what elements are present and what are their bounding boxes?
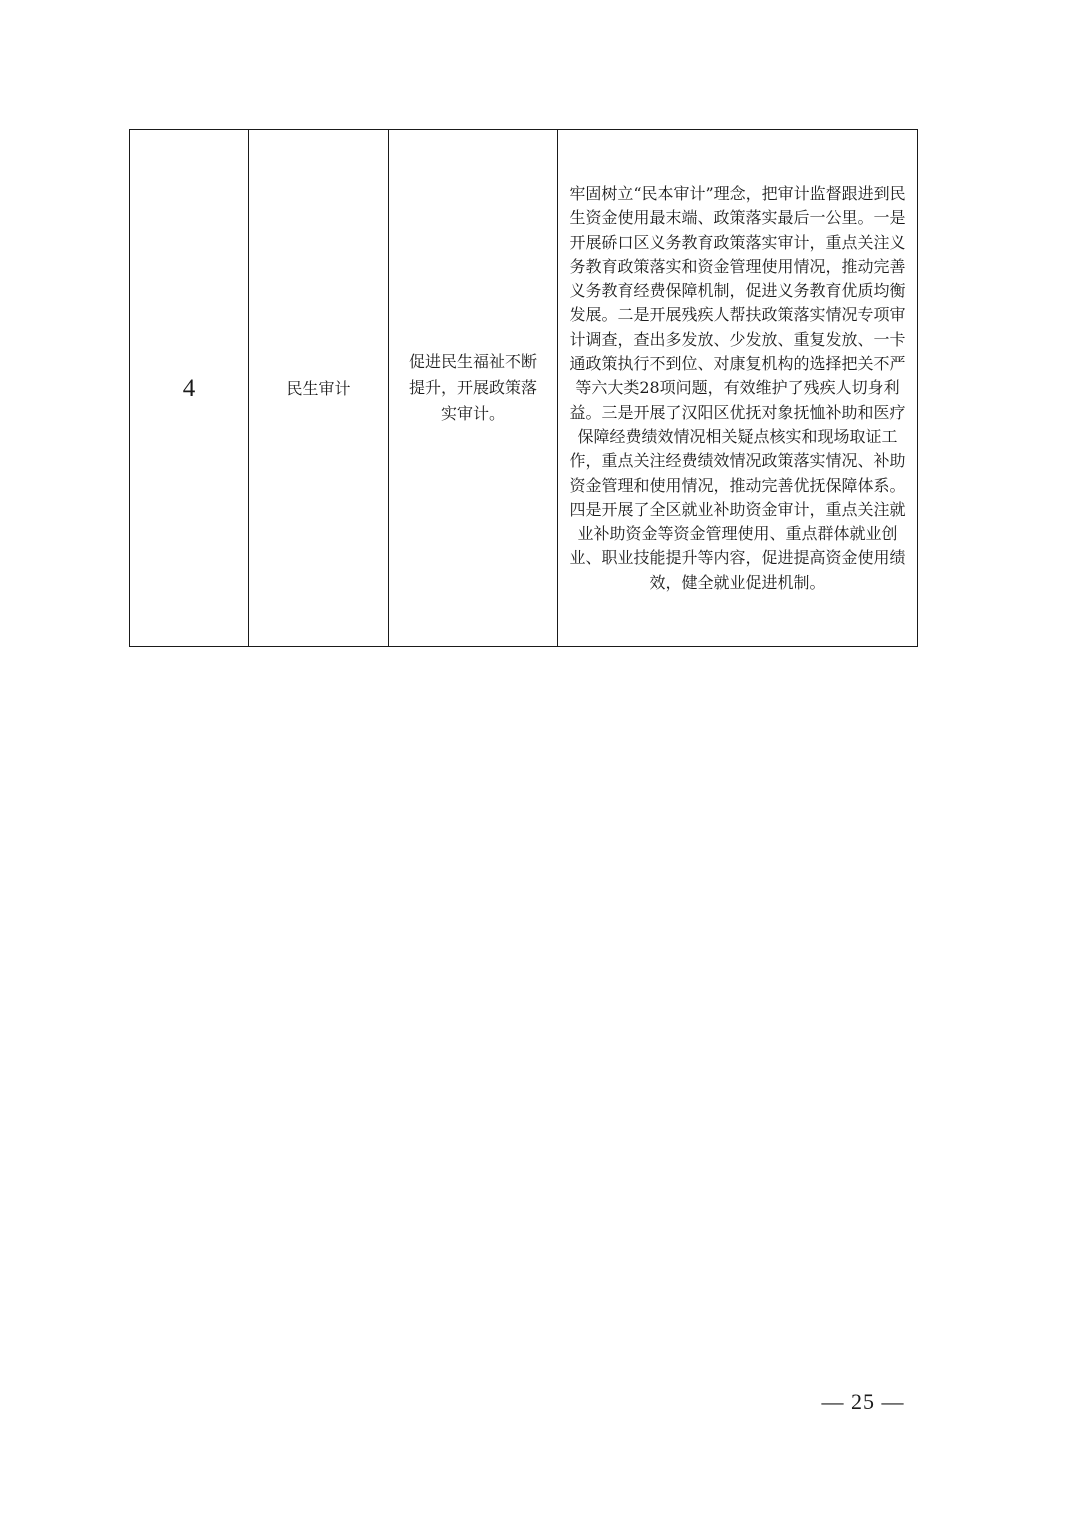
goal-text: 促进民生福祉不断提升，开展政策落实审计。	[408, 352, 537, 423]
detail-cell	[558, 130, 918, 647]
audit-table	[129, 129, 918, 647]
category-text: 民生审计	[286, 378, 351, 398]
row-number-cell	[130, 130, 249, 647]
row-number: 4	[182, 374, 196, 402]
goal-cell	[389, 130, 558, 647]
detail-text: 牢固树立“民本审计”理念，把审计监督跟进到民生资金使用最末端、政策落实最后一公里。一是开展硚口区义务教育政策落实审计，重点关注义务教育政策落实和资金管理使用情况，推动完善义务教育经费保障机制，促进义务教育优质均衡发展。二是开展残疾人帮扶政策落实情况专项审计调查，查出多发放、少发放、重复发放、一卡通政策执行不到位、对康复机构的选择把关不严等六大类28项问题，有效维护了残疾人切身利益。三是开展了汉阳区优抚对象抚恤补助和医疗保障经费绩效情况相关疑点核实和现场取证工作，重点关注经费绩效情况政策落实情况、补助资金管理和使用情况，推动完善优抚保障体系。四是开展了全区就业补助资金审计，重点关注就业补助资金等资金管理使用、重点群体就业创业、职业技能提升等内容，促进提高资金使用绩效，健全就业促进机制。	[569, 183, 906, 592]
category-cell	[249, 130, 389, 647]
table-row	[130, 130, 918, 647]
page-number: — 25 —	[821, 1389, 905, 1414]
